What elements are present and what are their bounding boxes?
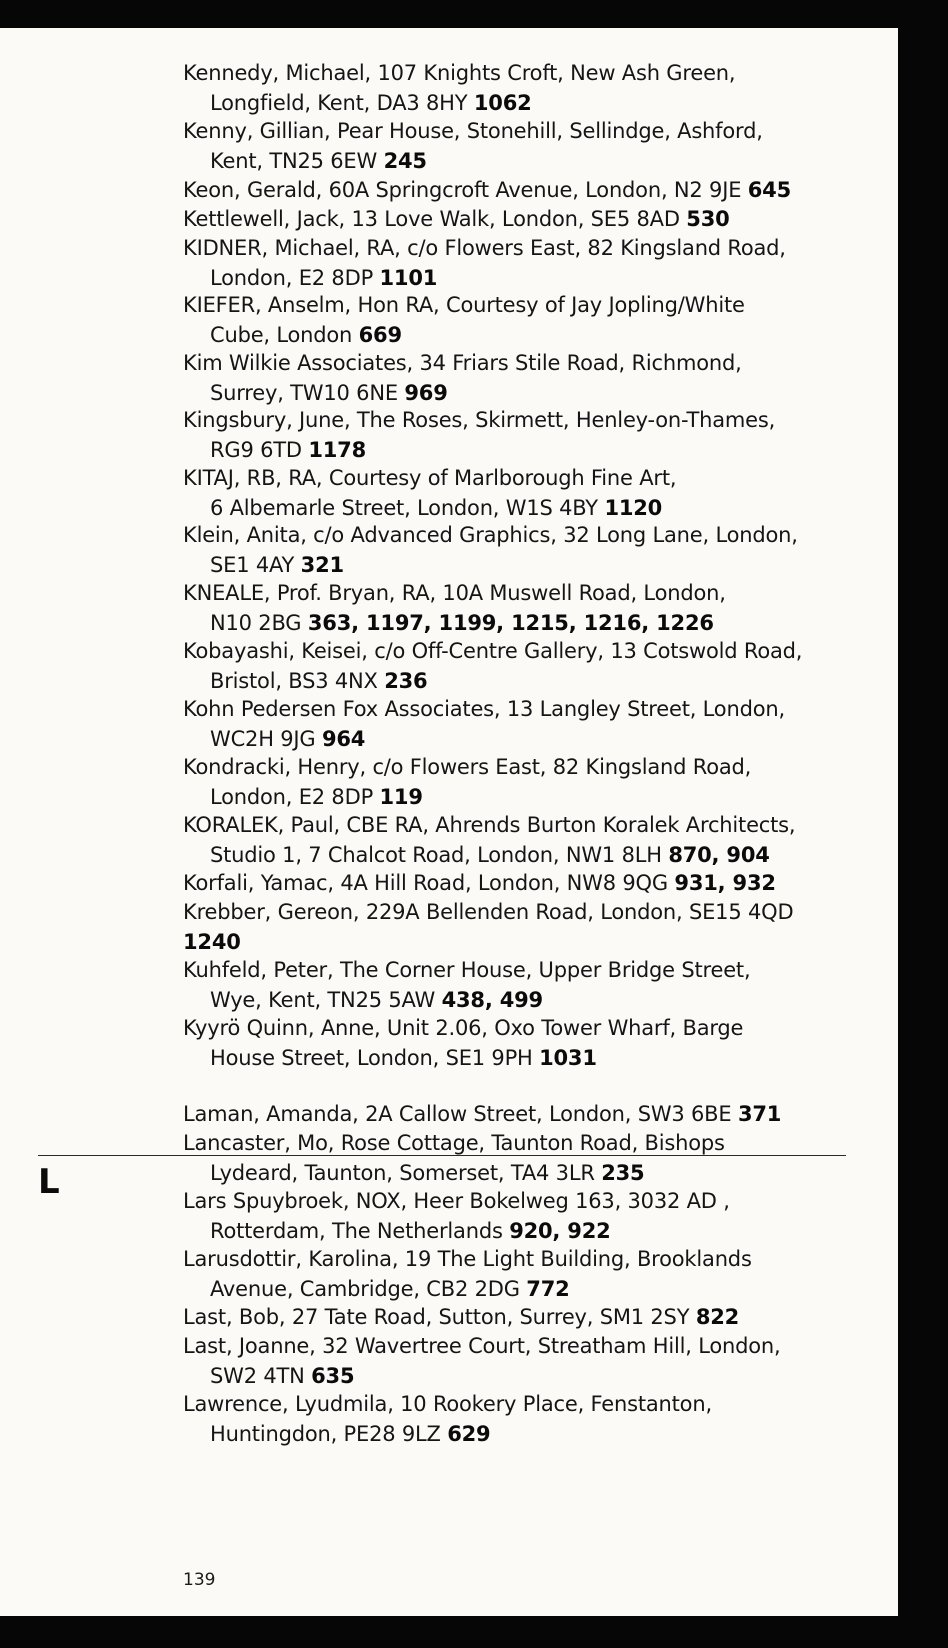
- entry-line-text: Laman, Amanda, 2A Callow Street, London, SW3 6BE: [183, 1102, 732, 1126]
- entry-line-text: London, E2 8DP: [210, 785, 374, 810]
- entry-line: [183, 1302, 883, 1332]
- entry-line: [183, 146, 883, 176]
- entry-line: [183, 1216, 883, 1246]
- directory-entry: [183, 1302, 883, 1332]
- page-refs: 964: [321, 727, 366, 752]
- directory-entry: [183, 1013, 883, 1074]
- entry-line: [183, 435, 883, 465]
- entry-line-text: Surrey, TW10 6NE: [210, 381, 398, 406]
- entry-line-text: Huntingdon, PE28 9LZ: [210, 1422, 441, 1447]
- entry-line: [183, 1419, 883, 1449]
- page-refs: 669: [358, 323, 402, 348]
- entry-line-text: SE1 4AY: [210, 553, 295, 578]
- entry-line: [183, 840, 883, 870]
- entry-line-text: N10 2BG: [210, 611, 302, 636]
- entry-line-text: Kent, TN25 6EW: [210, 149, 378, 174]
- entry-line: Kyyrö Quinn, Anne, Unit 2.06, Oxo Tower Wharf, Barge: [183, 1016, 744, 1040]
- entry-line: Last, Joanne, 32 Wavertree Court, Streatham Hill, London,: [183, 1334, 781, 1358]
- page-refs: 870, 904: [668, 843, 770, 868]
- entry-line-text: Rotterdam, The Netherlands: [210, 1219, 503, 1244]
- section-letter: L: [38, 1162, 60, 1202]
- entry-line: Kenny, Gillian, Pear House, Stonehill, Sellindge, Ashford,: [183, 119, 763, 143]
- page-refs: 363, 1197, 1199, 1215, 1216, 1226: [307, 611, 714, 636]
- page-refs: 645: [747, 178, 791, 202]
- entry-line: KORALEK, Paul, CBE RA, Ahrends Burton Koralek Architects,: [183, 813, 796, 837]
- entry-line-text: London, E2 8DP: [210, 266, 374, 291]
- entry-line-text: Korfali, Yamac, 4A Hill Road, London, NW8 9QG: [183, 871, 668, 895]
- page-refs: 635: [311, 1364, 355, 1389]
- directory-entry: [183, 58, 883, 119]
- page-refs: 931, 932: [674, 871, 776, 895]
- directory-entry: [183, 204, 883, 234]
- directory-entry: [183, 694, 883, 755]
- directory-entry: [183, 233, 883, 294]
- entry-line-text: Studio 1, 7 Chalcot Road, London, NW1 8LH: [210, 843, 662, 868]
- entry-line: Kondracki, Henry, c/o Flowers East, 82 Kingsland Road,: [183, 755, 752, 779]
- directory-entry: [183, 463, 883, 524]
- page-refs: 969: [404, 381, 448, 406]
- page-refs: 530: [686, 207, 730, 231]
- entry-line: KNEALE, Prof. Bryan, RA, 10A Muswell Road, London,: [183, 581, 726, 605]
- entry-line: [183, 320, 883, 350]
- entry-line-text: Kettlewell, Jack, 13 Love Walk, London, SE5 8AD: [183, 207, 680, 231]
- directory-entry: [183, 290, 883, 351]
- entry-line: [183, 1274, 883, 1304]
- entry-line: [183, 204, 883, 234]
- entry-line: [183, 1043, 883, 1073]
- directory-entry: [183, 116, 883, 177]
- entry-line-text: Last, Bob, 27 Tate Road, Sutton, Surrey, SM1 2SY: [183, 1305, 690, 1329]
- page-refs: 371: [737, 1102, 782, 1126]
- page-refs: 119: [379, 785, 423, 810]
- directory-entry: [183, 1128, 883, 1189]
- entry-line-text: WC2H 9JG: [210, 727, 316, 752]
- entry-line-text: Lydeard, Taunton, Somerset, TA4 3LR: [210, 1161, 595, 1186]
- directory-entry: [183, 348, 883, 409]
- entry-line-text: 6 Albemarle Street, London, W1S 4BY: [210, 496, 598, 521]
- entry-line: Kohn Pedersen Fox Associates, 13 Langley Street, London,: [183, 697, 785, 721]
- page-refs: 438, 499: [441, 988, 543, 1013]
- entry-line: [183, 88, 883, 118]
- directory-entry: [183, 897, 883, 958]
- entry-line: KITAJ, RB, RA, Courtesy of Marlborough Fine Art,: [183, 466, 677, 490]
- directory-entry: [183, 752, 883, 813]
- page-refs: 1031: [539, 1046, 597, 1071]
- page-refs: 1240: [183, 930, 241, 955]
- page-refs: 629: [447, 1422, 491, 1447]
- entry-line: Larusdottir, Karolina, 19 The Light Building, Brooklands: [183, 1247, 752, 1271]
- directory-entry: [183, 520, 883, 581]
- entry-line-text: Keon, Gerald, 60A Springcroft Avenue, London, N2 9JE: [183, 178, 742, 202]
- entry-line: [183, 666, 883, 696]
- entry-line-text: RG9 6TD: [210, 438, 302, 463]
- page-refs: 772: [526, 1277, 570, 1302]
- page-refs: 1062: [473, 91, 532, 116]
- entry-line: [183, 985, 883, 1015]
- entry-line-text: Avenue, Cambridge, CB2 2DG: [210, 1277, 520, 1302]
- entry-line: [183, 550, 883, 580]
- page-refs: 1178: [308, 438, 366, 463]
- entry-line: Kuhfeld, Peter, The Corner House, Upper Bridge Street,: [183, 958, 751, 982]
- entry-line: KIDNER, Michael, RA, c/o Flowers East, 82 Kingsland Road,: [183, 236, 786, 260]
- entry-line-text: Cube, London: [210, 323, 353, 348]
- entry-line: Kobayashi, Keisei, c/o Off-Centre Gallery, 13 Cotswold Road,: [183, 639, 803, 663]
- page-number: 139: [183, 1570, 216, 1590]
- entry-line: KIEFER, Anselm, Hon RA, Courtesy of Jay Jopling/White: [183, 293, 745, 317]
- entry-line: Lancaster, Mo, Rose Cottage, Taunton Road, Bishops: [183, 1131, 725, 1155]
- entry-line-text: Longfield, Kent, DA3 8HY: [210, 91, 468, 116]
- page-refs: 822: [695, 1305, 740, 1329]
- directory-entry: [183, 1099, 883, 1129]
- entry-line: [183, 1099, 883, 1129]
- directory-entry: [183, 405, 883, 466]
- entry-line: [183, 927, 883, 957]
- entry-line-text: Bristol, BS3 4NX: [210, 669, 378, 694]
- entry-line-text: SW2 4TN: [210, 1364, 305, 1389]
- entry-line: [183, 608, 883, 638]
- directory-entry: [183, 955, 883, 1016]
- directory-entry: [183, 1244, 883, 1305]
- entry-line: Kennedy, Michael, 107 Knights Croft, New Ash Green,: [183, 61, 736, 85]
- page-refs: 1101: [379, 266, 438, 291]
- directory-entry: [183, 810, 883, 871]
- entry-line: Lars Spuybroek, NOX, Heer Bokelweg 163, 3032 AD ,: [183, 1189, 730, 1213]
- directory-entry: [183, 1389, 883, 1450]
- entry-line: [183, 175, 883, 205]
- page-refs: 235: [601, 1161, 645, 1186]
- entry-line-text: Wye, Kent, TN25 5AW: [210, 988, 436, 1013]
- directory-entry: [183, 175, 883, 205]
- page-refs: 920, 922: [509, 1219, 611, 1244]
- entry-line: Klein, Anita, c/o Advanced Graphics, 32 Long Lane, London,: [183, 523, 798, 547]
- directory-page: [0, 28, 898, 1616]
- entry-line: Kim Wilkie Associates, 34 Friars Stile Road, Richmond,: [183, 351, 742, 375]
- entry-line: [183, 1158, 883, 1188]
- directory-entry: [183, 1186, 883, 1247]
- page-refs: 236: [384, 669, 428, 694]
- page-refs: 1120: [604, 496, 663, 521]
- page-refs: 245: [383, 149, 427, 174]
- directory-entry: [183, 1331, 883, 1392]
- directory-entry: [183, 578, 883, 639]
- entry-line: [183, 1361, 883, 1391]
- entry-line: Kingsbury, June, The Roses, Skirmett, Henley-on-Thames,: [183, 408, 776, 432]
- directory-entry: [183, 868, 883, 898]
- directory-entry: [183, 636, 883, 697]
- entry-line: [183, 782, 883, 812]
- entry-line: Lawrence, Lyudmila, 10 Rookery Place, Fenstanton,: [183, 1392, 712, 1416]
- entry-line: [183, 868, 883, 898]
- page-refs: 321: [300, 553, 344, 578]
- entry-line: [183, 724, 883, 754]
- entry-line-text: House Street, London, SE1 9PH: [210, 1046, 533, 1071]
- entry-line: Krebber, Gereon, 229A Bellenden Road, London, SE15 4QD: [183, 900, 794, 924]
- section-divider: [38, 1155, 846, 1156]
